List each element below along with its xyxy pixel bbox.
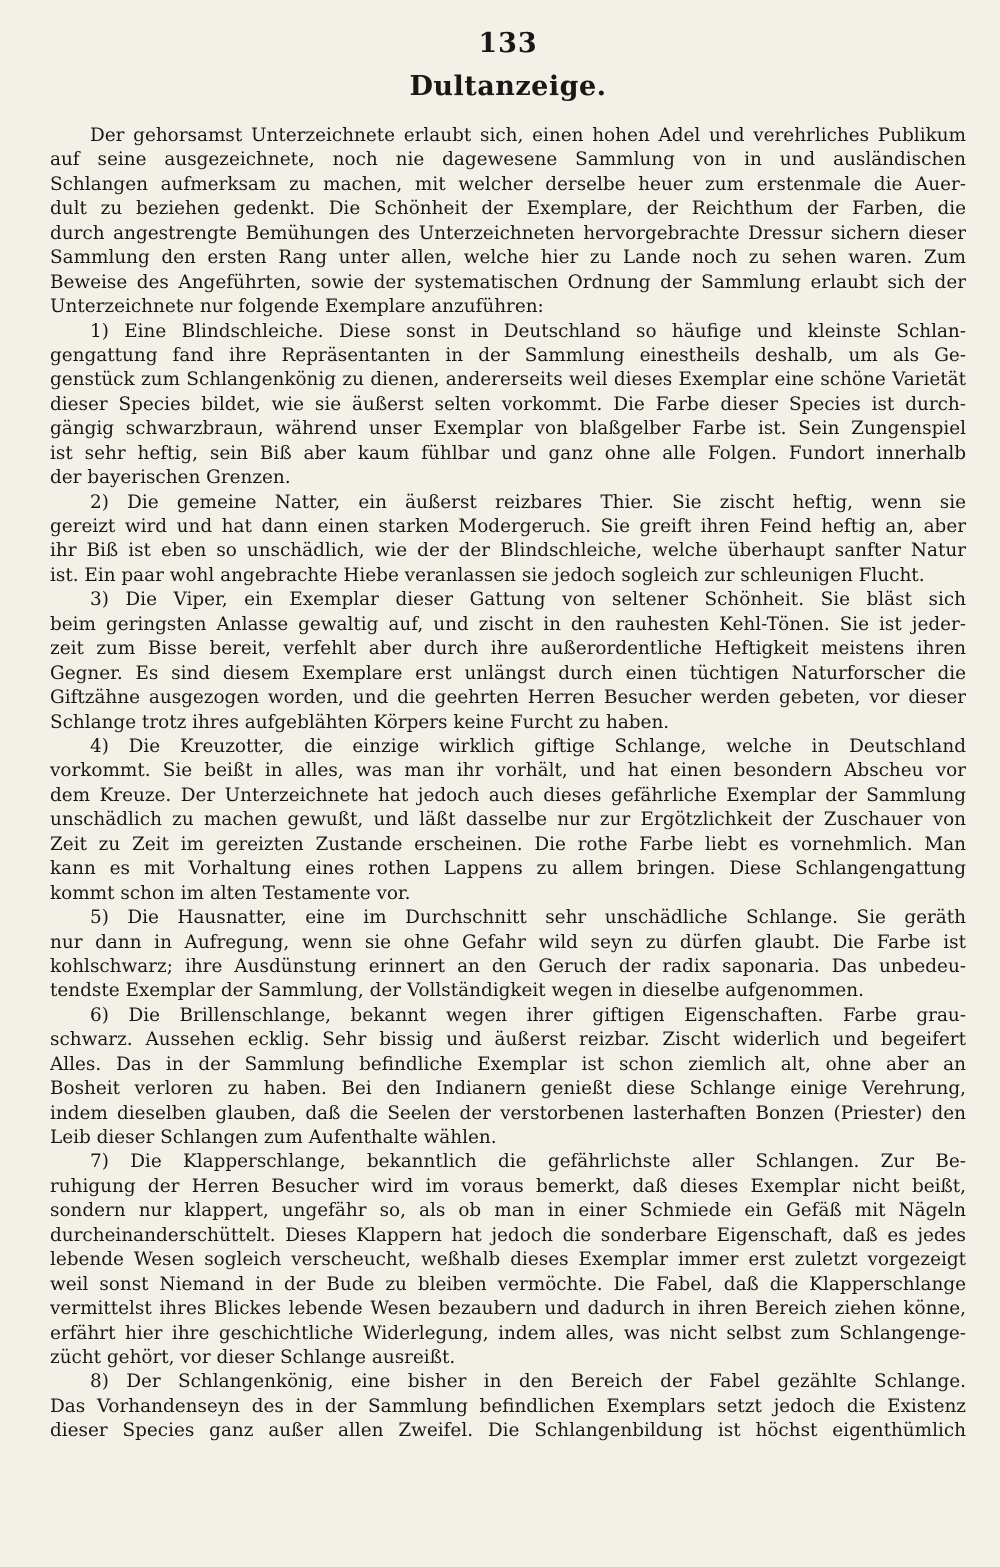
text-line: sondern nur klappert, ungefähr so, als ob man in einer Schmiede ein Gefäß mit Nägeln bbox=[50, 1200, 966, 1222]
text-line: schwarz. Aussehen ecklig. Sehr bissig und äußerst reizbar. Zischt widerlich und begeifert bbox=[50, 1029, 966, 1051]
text-line: ihr Biß ist eben so unschädlich, wie der der Blindschleiche, welche überhaupt sanfter Natur bbox=[50, 540, 966, 562]
text-line: Der gehorsamst Unterzeichnete erlaubt sich, einen hohen Adel und verehrliches Publikum bbox=[90, 125, 966, 146]
text-line: erfährt hier ihre geschichtliche Widerlegung, indem alles, was nicht selbst zum Schlangenge- bbox=[50, 1322, 966, 1344]
text-line: 7) Die Klapperschlange, bekanntlich die gefährlichste aller Schlangen. Zur Be- bbox=[90, 1151, 966, 1173]
text-line: durcheinanderschüttelt. Dieses Klappern hat jedoch die sonderbare Eigenschaft, daß es jedes bbox=[50, 1224, 966, 1246]
text-line: auf seine ausgezeichnete, noch nie dagewesene Sammlung von in und ausländischen bbox=[50, 149, 966, 171]
text-line: tendste Exemplar der Sammlung, der Vollständigkeit wegen in dieselbe aufgenommen. bbox=[50, 980, 864, 1002]
text-line: ist. Ein paar wohl angebrachte Hiebe veranlassen sie jedoch sogleich zur schleunigen Flucht. bbox=[50, 564, 925, 586]
text-line: gängig schwarzbraun, während unser Exemplar von blaßgelber Farbe ist. Sein Zungenspiel bbox=[50, 418, 966, 440]
text-line: Alles. Das in der Sammlung befindliche Exemplar ist schon ziemlich alt, ohne aber an bbox=[50, 1053, 966, 1075]
text-line: Das Vorhandenseyn des in der Sammlung befindlichen Exemplars setzt jedoch die Existenz bbox=[50, 1395, 966, 1417]
text-line: 5) Die Hausnatter, eine im Durchschnitt sehr unschädliche Schlange. Sie geräth bbox=[90, 907, 966, 929]
page-title: Dultanzeige. bbox=[409, 71, 607, 102]
text-line: nur dann in Aufregung, wenn sie ohne Gefahr wild seyn zu dürfen glaubt. Die Farbe ist bbox=[50, 931, 966, 953]
text-line: Schlangen aufmerksam zu machen, mit welcher derselbe heuer zum erstenmale die Auer- bbox=[50, 173, 966, 195]
text-line: 6) Die Brillenschlange, bekannt wegen ihrer giftigen Eigenschaften. Farbe grau- bbox=[90, 1004, 966, 1026]
text-line: ruhigung der Herren Besucher wird im voraus bemerkt, daß dieses Exemplar nicht beißt, bbox=[50, 1175, 966, 1197]
text-line: Giftzähne ausgezogen worden, und die geehrten Herren Besucher werden gebeten, vor dieser bbox=[50, 687, 966, 709]
text-line: 4) Die Kreuzotter, die einzige wirklich giftige Schlange, welche in Deutschland bbox=[90, 736, 966, 757]
text-line: beim geringsten Anlasse gewaltig auf, und zischt in den rauhesten Kehl-Tönen. Sie ist jeder- bbox=[50, 613, 966, 635]
text-line: Beweise des Angeführten, sowie der systematischen Ordnung der Sammlung erlaubt sich der bbox=[50, 271, 966, 293]
text-line: Zeit zu Zeit im gereizten Zustande erscheinen. Die rothe Farbe liebt es vornehmlich. Man bbox=[50, 833, 966, 855]
text-line: zeit zum Bisse bereit, verfehlt aber durch ihre außerordentliche Heftigkeit meistens ihren bbox=[50, 638, 966, 660]
text-line: ist sehr heftig, sein Biß aber kaum fühlbar und ganz ohne alle Folgen. Fundort innerhalb bbox=[50, 442, 966, 464]
text-line: 2) Die gemeine Natter, ein äußerst reizbares Thier. Sie zischt heftig, wenn sie bbox=[90, 491, 966, 513]
text-line: 1) Eine Blindschleiche. Diese sonst in Deutschland so häufige und kleinste Schlan- bbox=[90, 320, 966, 342]
text-line: kann es mit Vorhaltung eines rothen Lappens zu allem bringen. Diese Schlangengattung bbox=[50, 858, 966, 880]
text-line: vorkommt. Sie beißt in alles, was man ihr vorhält, und hat einen besondern Abscheu vor bbox=[50, 760, 966, 782]
text-line: 8) Der Schlangenkönig, eine bisher in den Bereich der Fabel gezählte Schlange. bbox=[90, 1371, 966, 1393]
text-line: Schlange trotz ihres aufgeblähten Körpers keine Furcht zu haben. bbox=[50, 711, 670, 733]
text-line: Gegner. Es sind diesem Exemplare erst unlängst durch einen tüchtigen Naturforscher die bbox=[50, 662, 966, 684]
text-line: weil sonst Niemand in der Bude zu bleiben vermöchte. Die Fabel, daß die Klapperschlange bbox=[50, 1273, 966, 1295]
text-line: Unterzeichnete nur folgende Exemplare anzuführen: bbox=[50, 296, 544, 318]
text-line: vermittelst ihres Blickes lebende Wesen bezaubern und dadurch in ihren Bereich ziehen könne, bbox=[50, 1298, 966, 1320]
text-line: Sammlung den ersten Rang unter allen, welche hier zu Lande noch zu sehen waren. Zum bbox=[50, 247, 966, 269]
text-line: dieser Species ganz außer allen Zweifel. Die Schlangenbildung ist höchst eigenthümlich bbox=[50, 1420, 966, 1442]
text-line: 3) Die Viper, ein Exemplar dieser Gattung von seltener Schönheit. Sie bläst sich bbox=[90, 589, 966, 611]
text-line: kommt schon im alten Testamente vor. bbox=[50, 882, 411, 904]
text-line: gereizt wird und hat dann einen starken Modergeruch. Sie greift ihren Feind heftig an, aber bbox=[50, 516, 966, 538]
text-line: durch angestrengte Bemühungen des Unterzeichneten hervorgebrachte Dressur sichern dieser bbox=[50, 222, 966, 244]
text-line: indem dieselben glauben, daß die Seelen der verstorbenen lasterhaften Bonzen (Priester) den bbox=[50, 1102, 966, 1124]
text-line: kohlschwarz; ihre Ausdünstung erinnert an den Geruch der radix saponaria. Das unbedeu- bbox=[50, 955, 966, 977]
text-line: Leib dieser Schlangen zum Aufenthalte wählen. bbox=[50, 1127, 497, 1149]
article-body bbox=[50, 124, 966, 1444]
text-line: der bayerischen Grenzen. bbox=[50, 467, 291, 489]
text-line: gengattung fand ihre Repräsentanten in der Sammlung einestheils deshalb, um als Ge- bbox=[50, 344, 966, 366]
text-line: dem Kreuze. Der Unterzeichnete hat jedoch auch dieses gefährliche Exemplar der Sammlung bbox=[50, 784, 966, 806]
text-line: genstück zum Schlangenkönig zu dienen, andererseits weil dieses Exemplar eine schöne Varietät bbox=[50, 369, 966, 391]
text-line: dieser Species bildet, wie sie äußerst selten vorkommt. Die Farbe dieser Species ist durch- bbox=[50, 393, 966, 415]
text-line: lebende Wesen sogleich verscheucht, weßhalb dieses Exemplar immer erst zuletzt vorgezeigt bbox=[50, 1249, 966, 1271]
text-line: Bosheit verloren zu haben. Bei den Indianern genießt diese Schlange einige Verehrung, bbox=[50, 1078, 966, 1100]
text-line: zücht gehört, vor dieser Schlange ausreißt. bbox=[50, 1346, 456, 1368]
text-line: unschädlich zu machen gewußt, und läßt dasselbe nur zur Ergötzlichkeit der Zuschauer von bbox=[50, 809, 966, 831]
text-line: dult zu beziehen gedenkt. Die Schönheit der Exemplare, der Reichthum der Farben, die bbox=[50, 198, 966, 220]
page-number: 133 bbox=[478, 28, 538, 59]
